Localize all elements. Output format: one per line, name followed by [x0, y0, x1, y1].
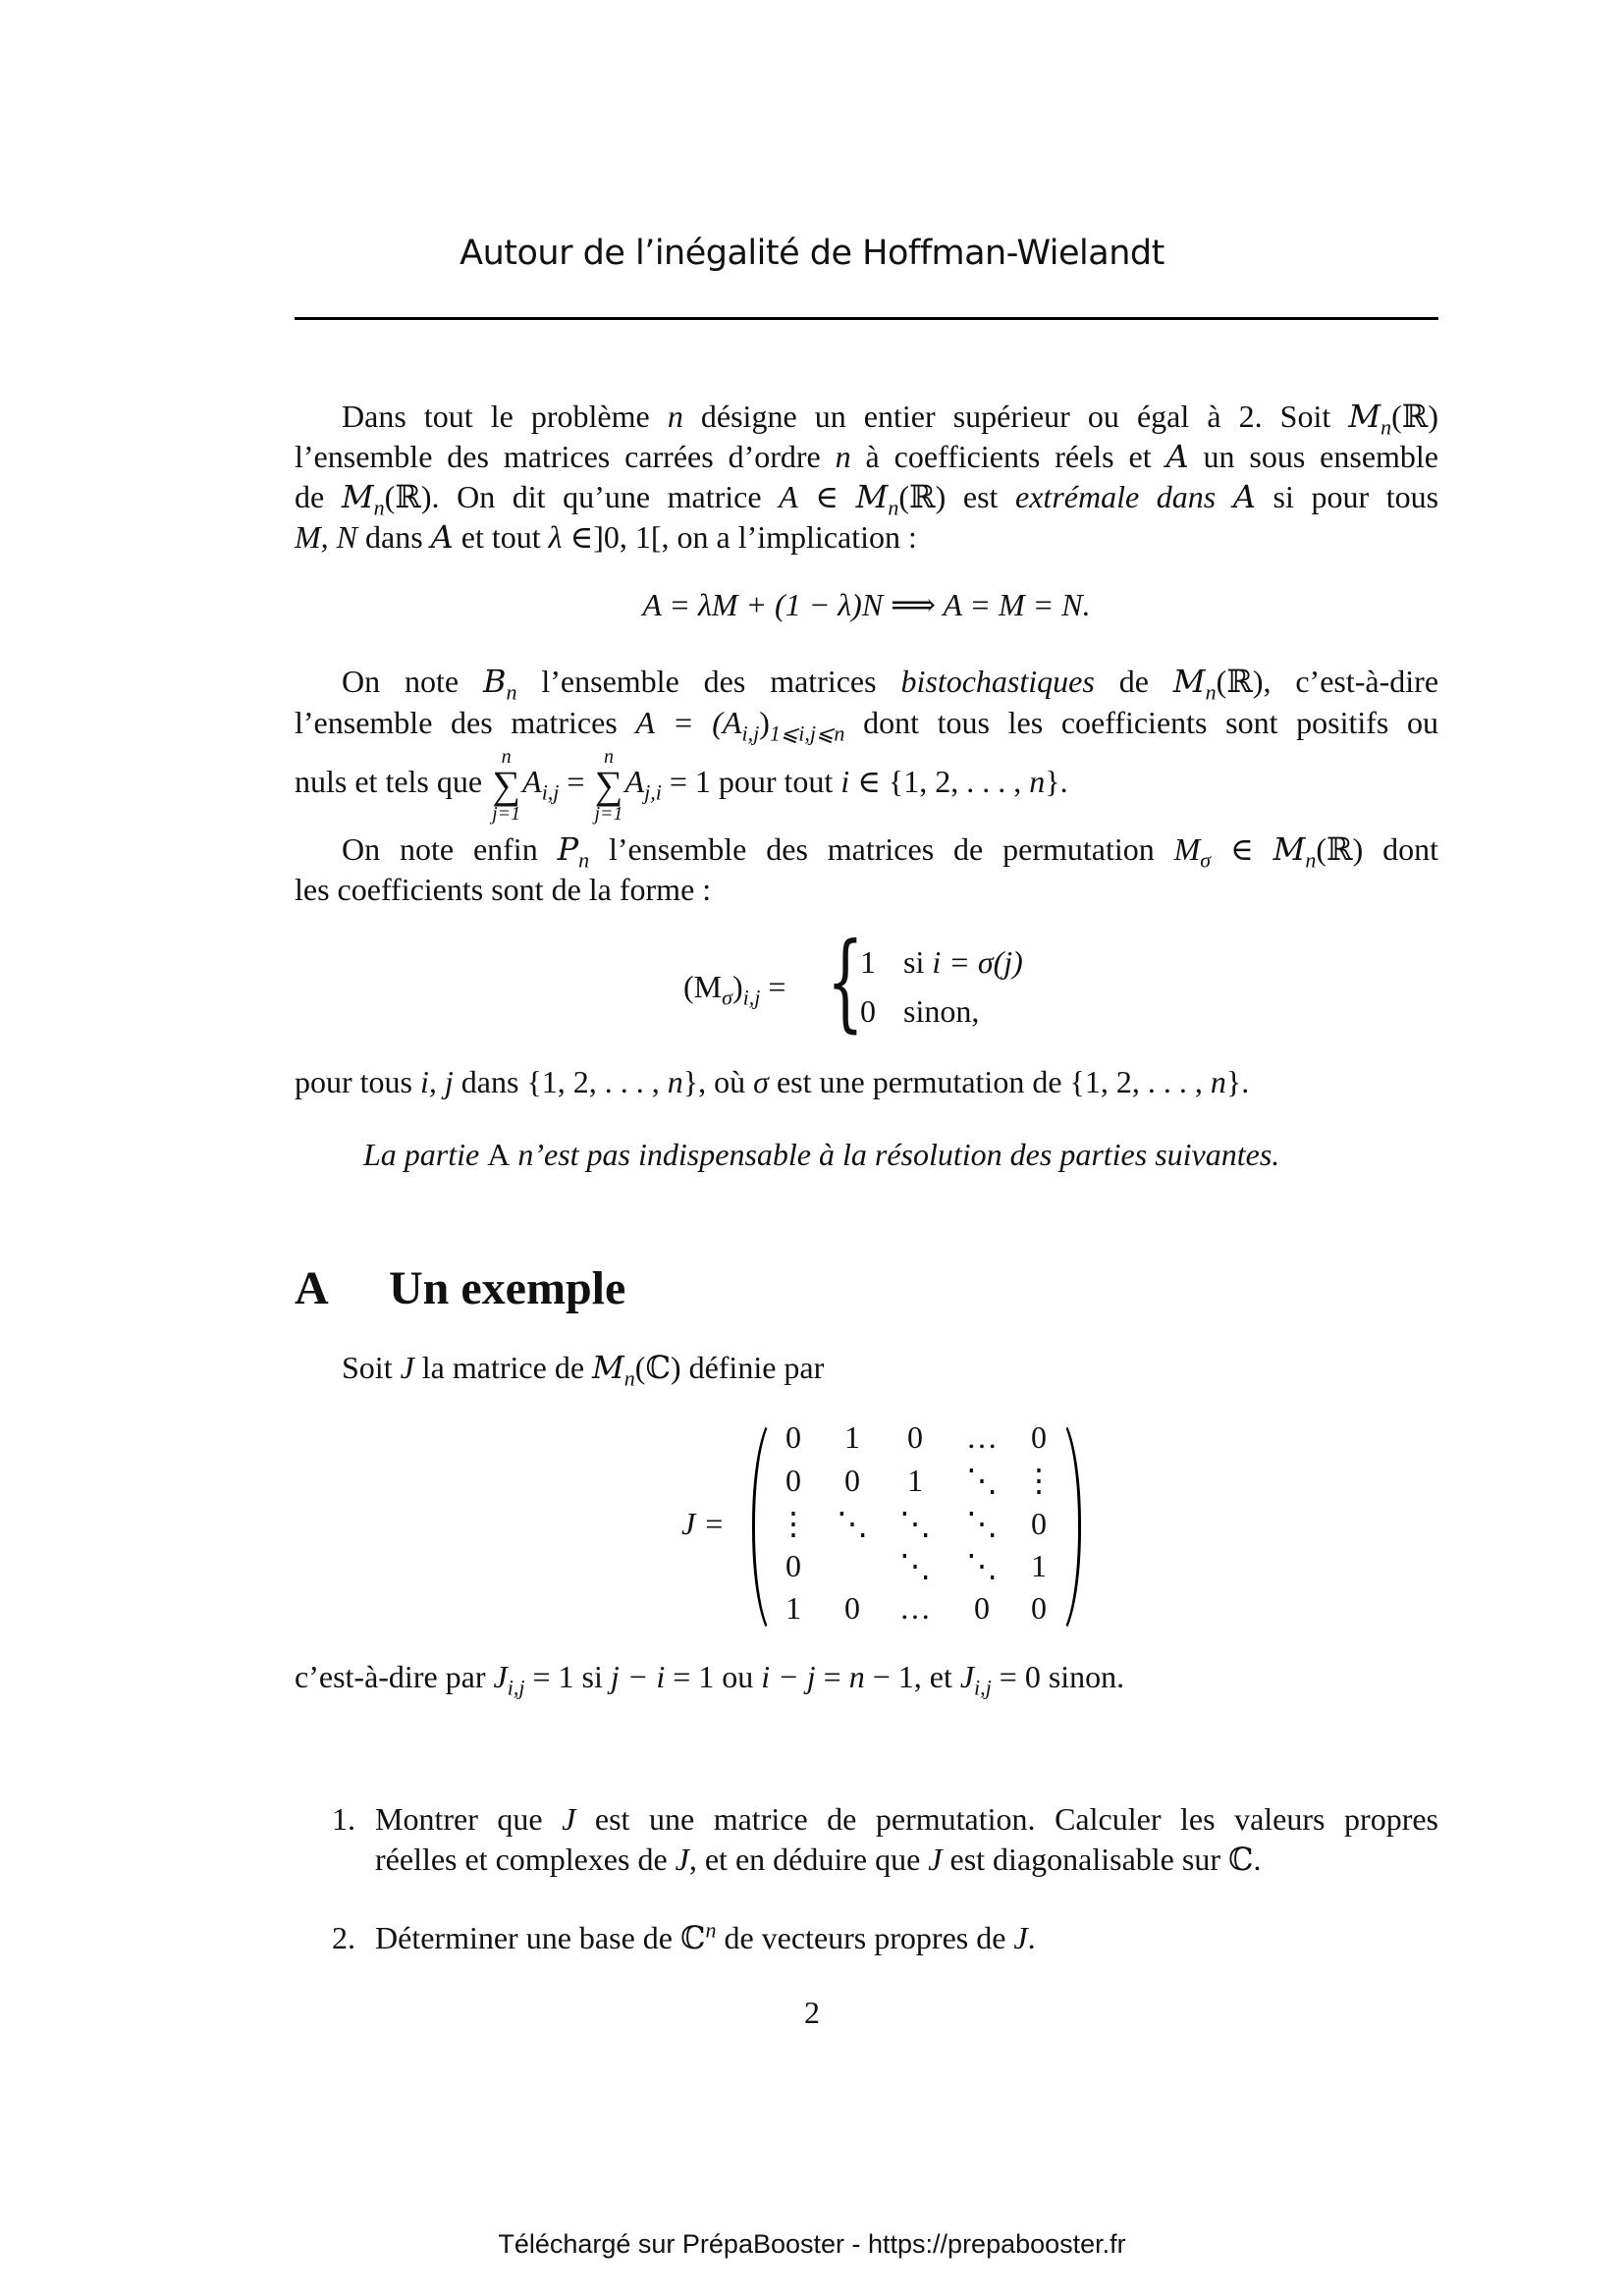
matrix-cell-r1-c2: 1 [844, 1419, 860, 1455]
matrix-cell-r2-c5: ⋮ [1023, 1463, 1055, 1498]
intro-p1-line1: Dans tout le problème n désigne un entier supérieur ou égal à 2. Soit $M_n(ℝ)$ [342, 398, 1439, 440]
question-1-line2: réelles et complexes de J, et en déduire que J est diagonalisable sur ℂ. [375, 1842, 1262, 1877]
matrix-cell-r5-c4: 0 [974, 1590, 990, 1626]
matrix-cell-r3-c3: ⋱ [899, 1506, 931, 1541]
question-2-line1: Déterminer une base de ℂ$^n$ de vecteurs propres de J. [375, 1917, 1036, 1955]
intro-p2-line3: nuls et tels que n ∑ j=1 $A_{i,j}$ = n ∑ j=1 $A_{j,i} = 1$ pour tout i ∈ {1, 2, . . . , n}. [295, 745, 1068, 825]
section-heading [295, 1261, 625, 1315]
part-a-intro: Soit J la matrice de $M_n(ℂ)$ définie par [342, 1349, 825, 1391]
matrix-cell-r2-c4: ⋱ [966, 1463, 998, 1498]
matrix-j [674, 1414, 1106, 1639]
matrix-cell-r1-c3: 0 [907, 1419, 923, 1455]
matrix-cell-r1-c5: 0 [1031, 1419, 1047, 1455]
question-1-number: 1. [332, 1801, 355, 1837]
matrix-cell-r3-c1: ⋮ [778, 1506, 809, 1541]
matrix-cell-r2-c3: 1 [907, 1463, 923, 1498]
matrix-cell-r5-c5: 0 [1031, 1590, 1047, 1626]
matrix-cell-r3-c5: 0 [1031, 1506, 1047, 1541]
page-number: 2 [804, 1995, 820, 2030]
matrix-cell-r1-c4: … [966, 1419, 998, 1455]
header-title: Autour de l’inégalité de Hoffman-Wielandt [460, 234, 1164, 273]
intro-p3-line2: les coefficients sont de la forme : [295, 872, 712, 907]
matrix-cell-r3-c2: ⋱ [837, 1506, 868, 1541]
intro-p2-line1: On note $B_n$ l’ensemble des matrices bistochastiques de $M_n(ℝ)$, c’est-à-dire [342, 663, 1439, 705]
matrix-cell-r4-c5: 1 [1031, 1548, 1047, 1583]
part-a-definition: c’est-à-dire par $J_{i,j} = 1$ si j − i = 1 ou i − j = n − 1, et $J_{i,j} = 0$ sinon. [295, 1659, 1125, 1700]
matrix-cell-r4-c3: ⋱ [899, 1548, 931, 1583]
question-2-number: 2. [332, 1920, 355, 1955]
matrix-cell-r1-c1: 0 [785, 1419, 801, 1455]
matrix-cell-r4-c4: ⋱ [966, 1548, 998, 1583]
matrix-cell-r2-c2: 0 [844, 1463, 860, 1498]
cases-lhs: $(M_\sigma)_{i,j}$ = [683, 969, 786, 1010]
matrix-cell-r2-c1: 0 [785, 1463, 801, 1498]
intro-p3-line1: On note enfin $P_n$ l’ensemble des matrices de permutation $M_\sigma$ ∈ $M_n(ℝ)$ dont [342, 830, 1439, 873]
matrix-label: J = [681, 1506, 725, 1541]
matrix-cell-r5-c2: 0 [844, 1590, 860, 1626]
intro-p2-line2: l’ensemble des matrices $A = (A_{i,j})_{1⩽i,j⩽n}$ dont tous les coefficients sont positifs ou [295, 705, 1439, 746]
intro-p1-line2: l’ensemble des matrices carrées d’ordre n à coefficients réels et A un sous ensemble [295, 438, 1438, 475]
matrix-cell-r5-c3: … [899, 1590, 931, 1626]
sum-symbol-1: n ∑ j=1 [492, 745, 521, 825]
matrix-cell-r4-c1: 0 [785, 1548, 801, 1583]
section-number: A [295, 1262, 329, 1314]
question-1-line1: Montrer que J est une matrice de permutation. Calculer les valeurs propres [375, 1801, 1439, 1837]
cases-row-2: 0 sinon, [860, 993, 980, 1029]
footer-download-notice[interactable]: Téléchargé sur PrépaBooster - https://prepabooster.fr [498, 2229, 1126, 2259]
intro-p1-line4: M, N dans A et tout λ ∈]0, 1[, on a l’implication : [295, 518, 917, 556]
part-a-note: La partie A n’est pas indispensable à la résolution des parties suivantes. [363, 1137, 1280, 1172]
header-rule [295, 317, 1438, 320]
intro-p1-line3: de $M_n(ℝ)$. On dit qu’une matrice A ∈ $M_n(ℝ)$ est extrémale dans A si pour tous [295, 478, 1439, 520]
section-title: Un exemple [389, 1262, 626, 1314]
intro-p4: pour tous i, j dans {1, 2, . . . , n}, où σ est une permutation de {1, 2, . . . , n}. [295, 1064, 1250, 1099]
sum-symbol-2: n ∑ j=1 [594, 745, 623, 825]
matrix-cell-r5-c1: 1 [785, 1590, 801, 1626]
implication-formula: A = λM + (1 − λ)N ⟹ A = M = N. [642, 587, 1091, 622]
matrix-cell-r3-c4: ⋱ [966, 1506, 998, 1541]
permutation-cases-formula [683, 921, 1076, 1045]
left-brace: { [827, 921, 864, 1043]
cases-row-1: 1 si i = σ(j) [860, 944, 1023, 980]
